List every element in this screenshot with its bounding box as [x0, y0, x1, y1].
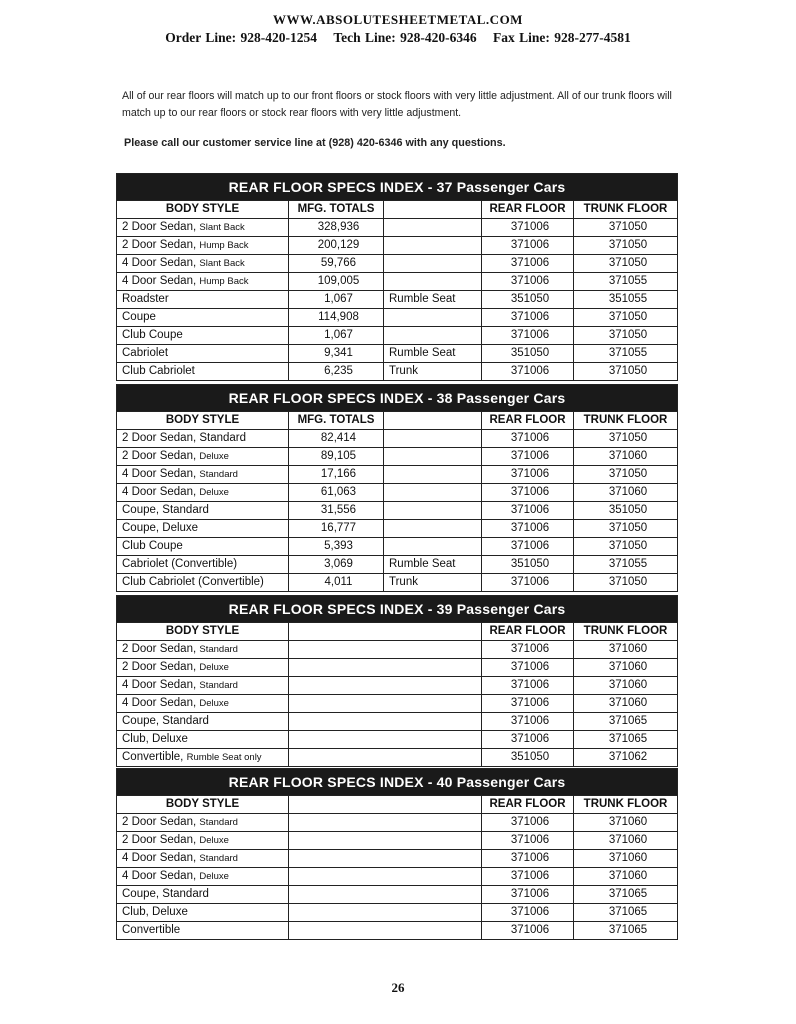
rear-floor-cell: 371006 [482, 327, 574, 345]
trunk-floor-cell: 371062 [574, 749, 678, 767]
rear-floor-cell: 371006 [482, 502, 574, 520]
table-body [117, 219, 678, 381]
mfg-total-cell: 1,067 [289, 291, 384, 309]
body-style-detail: Standard [199, 644, 238, 655]
trunk-floor-cell: 371050 [574, 255, 678, 273]
blank-cell [289, 886, 482, 904]
note-cell [384, 273, 482, 291]
trunk-floor-cell: 371050 [574, 237, 678, 255]
trunk-floor-cell: 371060 [574, 641, 678, 659]
body-style: 4 Door Sedan, [122, 486, 197, 498]
rear-floor-cell: 371006 [482, 255, 574, 273]
body-style-detail: Rumble Seat only [186, 752, 262, 763]
blank-cell [289, 922, 482, 940]
rear-floor-cell: 371006 [482, 430, 574, 448]
body-style: Coupe, Standard [122, 888, 209, 900]
body-style: 2 Door Sedan, Standard [122, 432, 247, 444]
body-style-cell [117, 538, 289, 556]
table-row [117, 448, 678, 466]
rear-floor-cell: 371006 [482, 904, 574, 922]
body-style: 2 Door Sedan, [122, 834, 197, 846]
table-row [117, 574, 678, 592]
body-style-cell [117, 695, 289, 713]
note-cell: Rumble Seat [384, 556, 482, 574]
body-style-cell [117, 520, 289, 538]
body-style: 4 Door Sedan, [122, 468, 197, 480]
body-style: Club Coupe [122, 329, 183, 341]
intro-paragraph: All of our rear floors will match up to our front floors or stock floors with very little adjustment. All of our trunk floors will match up to our rear floors or stock rear floors with very little adjustment. [122, 90, 672, 119]
page-number: 26 [391, 980, 405, 995]
trunk-floor-cell: 371050 [574, 574, 678, 592]
body-style: 4 Door Sedan, [122, 679, 197, 691]
body-style-cell [117, 291, 289, 309]
trunk-floor-cell: 371065 [574, 904, 678, 922]
table-title: REAR FLOOR SPECS INDEX - 37 Passenger Cars [117, 174, 678, 201]
body-style-cell [117, 749, 289, 767]
note-cell [384, 430, 482, 448]
table-row [117, 641, 678, 659]
table-body [117, 814, 678, 940]
mfg-total-cell: 89,105 [289, 448, 384, 466]
body-style-cell [117, 448, 289, 466]
trunk-floor-cell: 371050 [574, 430, 678, 448]
note-cell [384, 448, 482, 466]
rear-floor-cell: 371006 [482, 922, 574, 940]
table-title: REAR FLOOR SPECS INDEX - 39 Passenger Cars [117, 596, 678, 623]
blank-cell [289, 904, 482, 922]
rear-floor-cell: 371006 [482, 814, 574, 832]
table-row [117, 850, 678, 868]
blank-cell [289, 832, 482, 850]
table-title: REAR FLOOR SPECS INDEX - 40 Passenger Cars [117, 769, 678, 796]
body-style-cell [117, 641, 289, 659]
call-note: Please call our customer service line at (928) 420-6346 with any questions. [124, 137, 506, 149]
trunk-floor-cell: 371050 [574, 466, 678, 484]
rear-floor-cell: 371006 [482, 886, 574, 904]
note-cell [384, 538, 482, 556]
trunk-floor-cell: 371050 [574, 538, 678, 556]
body-style: 4 Door Sedan, [122, 870, 197, 882]
col-trunk-floor: TRUNK FLOOR [574, 796, 678, 814]
body-style: 2 Door Sedan, [122, 450, 197, 462]
body-style: Coupe [122, 311, 156, 323]
body-style-cell [117, 556, 289, 574]
note-cell [384, 466, 482, 484]
specs-table-40 [116, 768, 678, 940]
trunk-floor-cell: 351055 [574, 291, 678, 309]
table-row [117, 695, 678, 713]
mfg-total-cell: 114,908 [289, 309, 384, 327]
trunk-floor-cell: 371050 [574, 363, 678, 381]
col-blank [289, 623, 482, 641]
blank-cell [289, 677, 482, 695]
col-rear-floor: REAR FLOOR [482, 201, 574, 219]
body-style-detail: Deluxe [199, 835, 229, 846]
trunk-floor-cell: 371065 [574, 886, 678, 904]
body-style-cell [117, 659, 289, 677]
mfg-total-cell: 17,166 [289, 466, 384, 484]
rear-floor-cell: 351050 [482, 291, 574, 309]
rear-floor-cell: 371006 [482, 309, 574, 327]
contact-lines [0, 30, 796, 46]
table-row [117, 273, 678, 291]
body-style-cell [117, 904, 289, 922]
col-body-style: BODY STYLE [117, 796, 289, 814]
rear-floor-cell: 371006 [482, 219, 574, 237]
blank-cell [289, 749, 482, 767]
note-cell: Rumble Seat [384, 345, 482, 363]
table-body [117, 641, 678, 767]
trunk-floor-cell: 371065 [574, 922, 678, 940]
trunk-floor-cell: 371060 [574, 814, 678, 832]
mfg-total-cell: 31,556 [289, 502, 384, 520]
body-style: Convertible, [122, 751, 184, 763]
body-style: Club Cabriolet (Convertible) [122, 576, 264, 588]
note-cell [384, 327, 482, 345]
table-row [117, 219, 678, 237]
body-style: Coupe, Standard [122, 504, 209, 516]
table-row [117, 556, 678, 574]
trunk-floor-cell: 371055 [574, 345, 678, 363]
specs-table-39 [116, 595, 678, 767]
body-style-detail: Deluxe [199, 871, 229, 882]
body-style: Club Coupe [122, 540, 183, 552]
body-style-cell [117, 255, 289, 273]
body-style: Club Cabriolet [122, 365, 195, 377]
rear-floor-cell: 371006 [482, 641, 574, 659]
body-style-cell [117, 219, 289, 237]
body-style-cell [117, 502, 289, 520]
rear-floor-cell: 371006 [482, 237, 574, 255]
col-mfg-totals: MFG. TOTALS [289, 201, 384, 219]
blank-cell [289, 659, 482, 677]
mfg-total-cell: 3,069 [289, 556, 384, 574]
table-row [117, 814, 678, 832]
mfg-total-cell: 6,235 [289, 363, 384, 381]
rear-floor-cell: 371006 [482, 677, 574, 695]
col-body-style: BODY STYLE [117, 623, 289, 641]
body-style: Club, Deluxe [122, 906, 188, 918]
trunk-floor-cell: 371060 [574, 832, 678, 850]
body-style: 2 Door Sedan, [122, 221, 197, 233]
rear-floor-cell: 351050 [482, 749, 574, 767]
body-style-cell [117, 430, 289, 448]
col-body-style: BODY STYLE [117, 412, 289, 430]
body-style-cell [117, 731, 289, 749]
body-style-detail: Slant Back [199, 258, 245, 269]
body-style-detail: Hump Back [199, 276, 249, 287]
rear-floor-cell: 371006 [482, 363, 574, 381]
mfg-total-cell: 16,777 [289, 520, 384, 538]
rear-floor-cell: 351050 [482, 345, 574, 363]
table-body [117, 430, 678, 592]
body-style-cell [117, 363, 289, 381]
table-row [117, 922, 678, 940]
body-style-detail: Deluxe [199, 698, 229, 709]
table-row [117, 677, 678, 695]
table-row [117, 255, 678, 273]
trunk-floor-cell: 371065 [574, 731, 678, 749]
body-style: Roadster [122, 293, 169, 305]
col-mfg-totals: MFG. TOTALS [289, 412, 384, 430]
rear-floor-cell: 371006 [482, 466, 574, 484]
body-style-detail: Standard [199, 817, 238, 828]
trunk-floor-cell: 371050 [574, 309, 678, 327]
trunk-floor-cell: 371050 [574, 327, 678, 345]
table-row [117, 886, 678, 904]
rear-floor-cell: 371006 [482, 538, 574, 556]
note-cell [384, 520, 482, 538]
table-row [117, 502, 678, 520]
col-trunk-floor: TRUNK FLOOR [574, 201, 678, 219]
website-header: WWW.ABSOLUTESHEETMETAL.COM [273, 12, 523, 27]
body-style-cell [117, 850, 289, 868]
rear-floor-cell: 371006 [482, 713, 574, 731]
rear-floor-cell: 371006 [482, 448, 574, 466]
mfg-total-cell: 109,005 [289, 273, 384, 291]
blank-cell [289, 850, 482, 868]
body-style: 2 Door Sedan, [122, 816, 197, 828]
mfg-total-cell: 59,766 [289, 255, 384, 273]
body-style-cell [117, 309, 289, 327]
table-row [117, 538, 678, 556]
trunk-floor-cell: 371055 [574, 273, 678, 291]
rear-floor-cell: 371006 [482, 520, 574, 538]
mfg-total-cell: 9,341 [289, 345, 384, 363]
body-style: Cabriolet (Convertible) [122, 558, 238, 570]
tech-line: Tech Line: 928-420-6346 [333, 30, 477, 45]
note-cell [384, 309, 482, 327]
rear-floor-cell: 371006 [482, 868, 574, 886]
trunk-floor-cell: 371050 [574, 219, 678, 237]
table-row [117, 731, 678, 749]
trunk-floor-cell: 371055 [574, 556, 678, 574]
col-rear-floor: REAR FLOOR [482, 412, 574, 430]
trunk-floor-cell: 371060 [574, 448, 678, 466]
blank-cell [289, 713, 482, 731]
blank-cell [289, 814, 482, 832]
order-line: Order Line: 928-420-1254 [165, 30, 317, 45]
blank-cell [289, 868, 482, 886]
mfg-total-cell: 4,011 [289, 574, 384, 592]
trunk-floor-cell: 351050 [574, 502, 678, 520]
table-row [117, 749, 678, 767]
table-row [117, 832, 678, 850]
fax-line: Fax Line: 928-277-4581 [492, 30, 631, 45]
note-cell [384, 219, 482, 237]
note-cell: Rumble Seat [384, 291, 482, 309]
table-row [117, 237, 678, 255]
body-style: Coupe, Deluxe [122, 522, 199, 534]
mfg-total-cell: 1,067 [289, 327, 384, 345]
mfg-total-cell: 328,936 [289, 219, 384, 237]
mfg-total-cell: 61,063 [289, 484, 384, 502]
table-title: REAR FLOOR SPECS INDEX - 38 Passenger Cars [117, 385, 678, 412]
specs-table-37 [116, 173, 678, 381]
table-row [117, 520, 678, 538]
body-style-detail: Deluxe [199, 662, 229, 673]
trunk-floor-cell: 371060 [574, 659, 678, 677]
note-cell [384, 237, 482, 255]
table-row [117, 327, 678, 345]
body-style: 4 Door Sedan, [122, 852, 197, 864]
col-note [384, 201, 482, 219]
col-rear-floor: REAR FLOOR [482, 623, 574, 641]
rear-floor-cell: 371006 [482, 484, 574, 502]
rear-floor-cell: 371006 [482, 659, 574, 677]
note-cell [384, 484, 482, 502]
body-style-cell [117, 814, 289, 832]
body-style: 4 Door Sedan, [122, 257, 197, 269]
rear-floor-cell: 371006 [482, 574, 574, 592]
table-row [117, 868, 678, 886]
body-style: Convertible [122, 924, 181, 936]
body-style: 2 Door Sedan, [122, 239, 197, 251]
body-style: 4 Door Sedan, [122, 275, 197, 287]
body-style-detail: Hump Back [199, 240, 249, 251]
note-cell [384, 255, 482, 273]
table-row [117, 430, 678, 448]
body-style-detail: Standard [199, 680, 238, 691]
mfg-total-cell: 5,393 [289, 538, 384, 556]
rear-floor-cell: 371006 [482, 731, 574, 749]
note-cell: Trunk [384, 574, 482, 592]
mfg-total-cell: 82,414 [289, 430, 384, 448]
trunk-floor-cell: 371060 [574, 868, 678, 886]
table-row [117, 713, 678, 731]
trunk-floor-cell: 371060 [574, 695, 678, 713]
body-style-cell [117, 345, 289, 363]
body-style-cell [117, 677, 289, 695]
trunk-floor-cell: 371065 [574, 713, 678, 731]
table-row [117, 466, 678, 484]
rear-floor-cell: 371006 [482, 695, 574, 713]
body-style-cell [117, 868, 289, 886]
rear-floor-cell: 371006 [482, 832, 574, 850]
trunk-floor-cell: 371050 [574, 520, 678, 538]
body-style-cell [117, 466, 289, 484]
note-cell: Trunk [384, 363, 482, 381]
body-style-cell [117, 484, 289, 502]
body-style-detail: Deluxe [199, 451, 229, 462]
body-style-detail: Slant Back [199, 222, 245, 233]
col-note [384, 412, 482, 430]
body-style: Coupe, Standard [122, 715, 209, 727]
col-trunk-floor: TRUNK FLOOR [574, 412, 678, 430]
body-style-cell [117, 273, 289, 291]
body-style-cell [117, 832, 289, 850]
table-row [117, 363, 678, 381]
table-row [117, 484, 678, 502]
col-rear-floor: REAR FLOOR [482, 796, 574, 814]
col-body-style: BODY STYLE [117, 201, 289, 219]
body-style: 4 Door Sedan, [122, 697, 197, 709]
body-style-detail: Standard [199, 469, 238, 480]
rear-floor-cell: 371006 [482, 273, 574, 291]
body-style-cell [117, 327, 289, 345]
body-style: 2 Door Sedan, [122, 643, 197, 655]
rear-floor-cell: 371006 [482, 850, 574, 868]
trunk-floor-cell: 371060 [574, 484, 678, 502]
body-style-cell [117, 237, 289, 255]
col-trunk-floor: TRUNK FLOOR [574, 623, 678, 641]
body-style: 2 Door Sedan, [122, 661, 197, 673]
blank-cell [289, 641, 482, 659]
blank-cell [289, 695, 482, 713]
col-blank [289, 796, 482, 814]
body-style-cell [117, 922, 289, 940]
body-style-cell [117, 886, 289, 904]
body-style: Club, Deluxe [122, 733, 188, 745]
body-style-cell [117, 713, 289, 731]
trunk-floor-cell: 371060 [574, 677, 678, 695]
mfg-total-cell: 200,129 [289, 237, 384, 255]
table-row [117, 904, 678, 922]
body-style-detail: Standard [199, 853, 238, 864]
table-row [117, 309, 678, 327]
table-row [117, 345, 678, 363]
body-style-cell [117, 574, 289, 592]
table-row [117, 291, 678, 309]
body-style-detail: Deluxe [199, 487, 229, 498]
body-style: Cabriolet [122, 347, 169, 359]
rear-floor-cell: 351050 [482, 556, 574, 574]
trunk-floor-cell: 371060 [574, 850, 678, 868]
table-row [117, 659, 678, 677]
blank-cell [289, 731, 482, 749]
note-cell [384, 502, 482, 520]
specs-table-38 [116, 384, 678, 592]
